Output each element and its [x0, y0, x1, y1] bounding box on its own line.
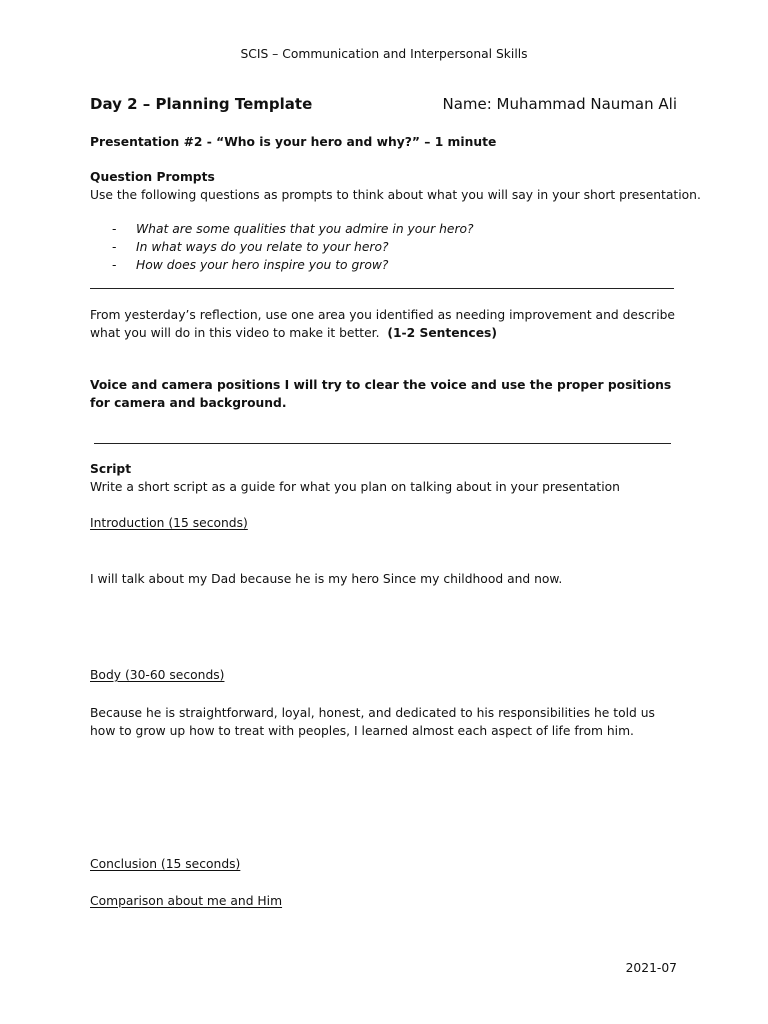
bullet-dash: - — [112, 240, 117, 254]
document-date: 2021-07 — [625, 961, 677, 975]
student-name: Name: Muhammad Nauman Ali — [442, 95, 677, 113]
conclusion-label: Conclusion (15 seconds) — [90, 857, 241, 871]
prompt-item: In what ways do you relate to your hero? — [136, 240, 389, 254]
page-title: Day 2 – Planning Template — [90, 95, 313, 113]
prompt-item: How does your hero inspire you to grow? — [136, 258, 389, 272]
reflection-answer: Voice and camera positions I will try to clear the voice and use the proper positions for camera and background. — [90, 378, 672, 410]
course-header: SCIS – Communication and Interpersonal Skills — [240, 47, 528, 61]
reflection-length-note: (1-2 Sentences) — [387, 326, 497, 340]
bullet-dash: - — [112, 222, 117, 236]
question-prompts-instructions: Use the following questions as prompts to think about what you will say in your short presentation. — [90, 188, 701, 202]
introduction-label: Introduction (15 seconds) — [90, 516, 248, 530]
presentation-title: Presentation #2 - “Who is your hero and why?” – 1 minute — [90, 135, 497, 149]
question-prompts-heading: Question Prompts — [90, 170, 215, 184]
divider-line — [94, 443, 671, 444]
conclusion-text: Comparison about me and Him — [90, 894, 283, 908]
reflection-text: From yesterday’s reflection, use one area you identified as needing improvement and describe what you will do in this video to make it better. — [90, 308, 675, 340]
script-instructions: Write a short script as a guide for what you plan on talking about in your presentation — [90, 480, 620, 494]
prompt-item: What are some qualities that you admire in your hero? — [136, 222, 474, 236]
body-label: Body (30-60 seconds) — [90, 668, 225, 682]
script-heading: Script — [90, 462, 132, 476]
bullet-dash: - — [112, 258, 117, 272]
introduction-text: I will talk about my Dad because he is my hero Since my childhood and now. — [90, 572, 563, 586]
divider-line — [90, 288, 674, 289]
body-text: Because he is straightforward, loyal, honest, and dedicated to his responsibilities he told us how to grow up how to treat with peoples, I learned almost each aspect of life from him. — [90, 706, 655, 738]
reflection-prompt — [90, 306, 680, 342]
